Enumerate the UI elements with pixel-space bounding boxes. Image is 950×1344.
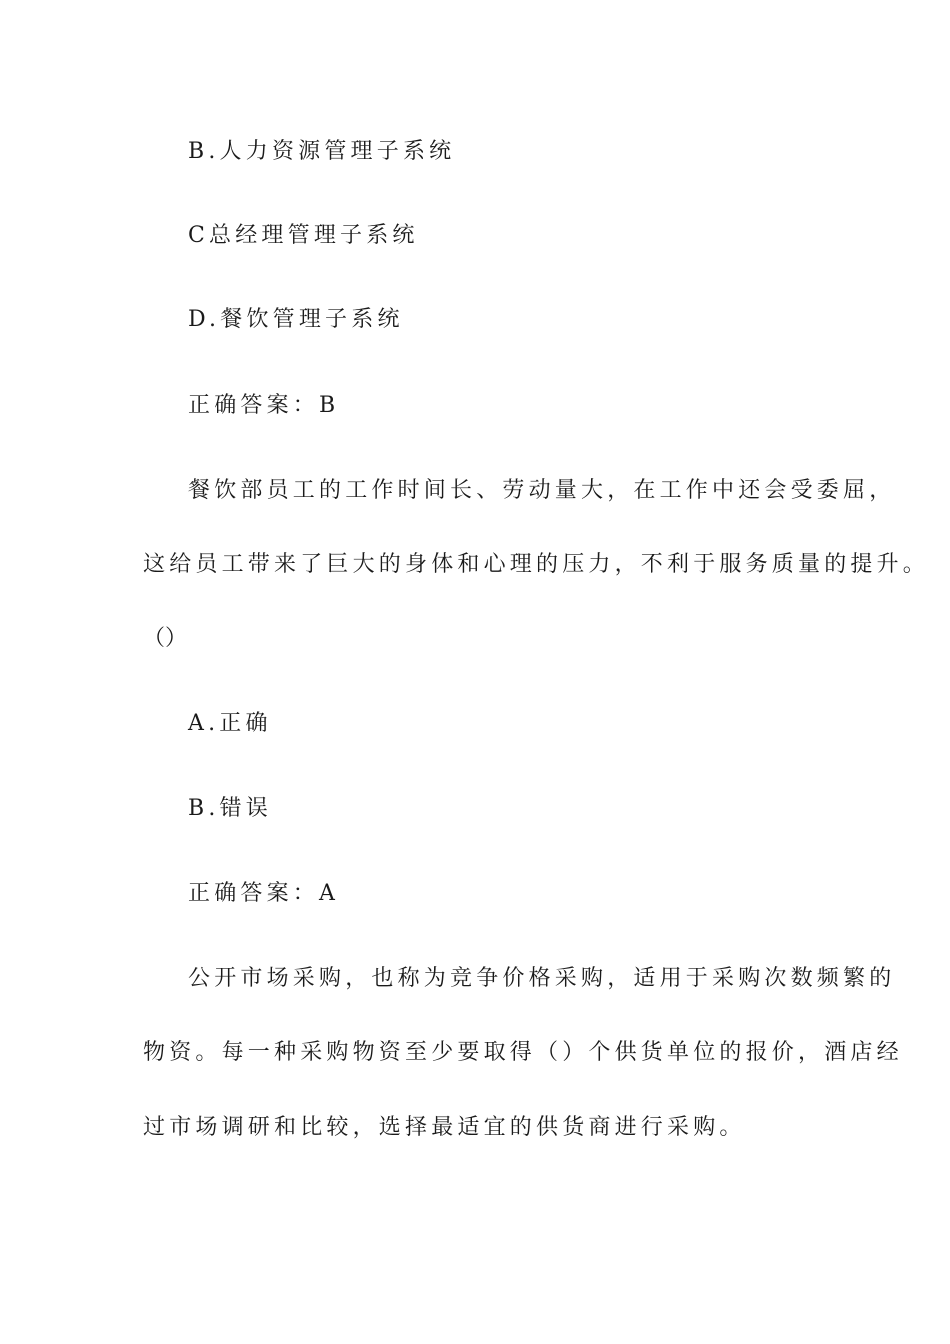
question-3-line-2: 物资。每一种采购物资至少要取得（）个供货单位的报价，酒店经 bbox=[143, 1040, 903, 1065]
option-b-wrong: B.错误 bbox=[188, 796, 272, 821]
option-b-hr-subsystem: B.人力资源管理子系统 bbox=[188, 139, 456, 164]
question-2-line-2: 这给员工带来了巨大的身体和心理的压力，不利于服务质量的提升。 bbox=[143, 552, 930, 577]
option-d-fb-subsystem: D.餐饮管理子系统 bbox=[188, 307, 404, 332]
answer-line-2: 正确答案：A bbox=[188, 881, 340, 906]
option-c-gm-subsystem: C总经理管理子系统 bbox=[188, 223, 419, 248]
answer-line-1: 正确答案：B bbox=[188, 393, 340, 418]
question-2-line-1: 餐饮部员工的工作时间长、劳动量大，在工作中还会受委屈， bbox=[188, 478, 896, 503]
question-2-blank: （） bbox=[143, 626, 188, 651]
option-a-correct: A.正确 bbox=[188, 711, 272, 736]
question-3-line-3: 过市场调研和比较，选择最适宜的供货商进行采购。 bbox=[143, 1115, 746, 1140]
question-3-line-1: 公开市场采购，也称为竞争价格采购，适用于采购次数频繁的 bbox=[188, 966, 896, 991]
